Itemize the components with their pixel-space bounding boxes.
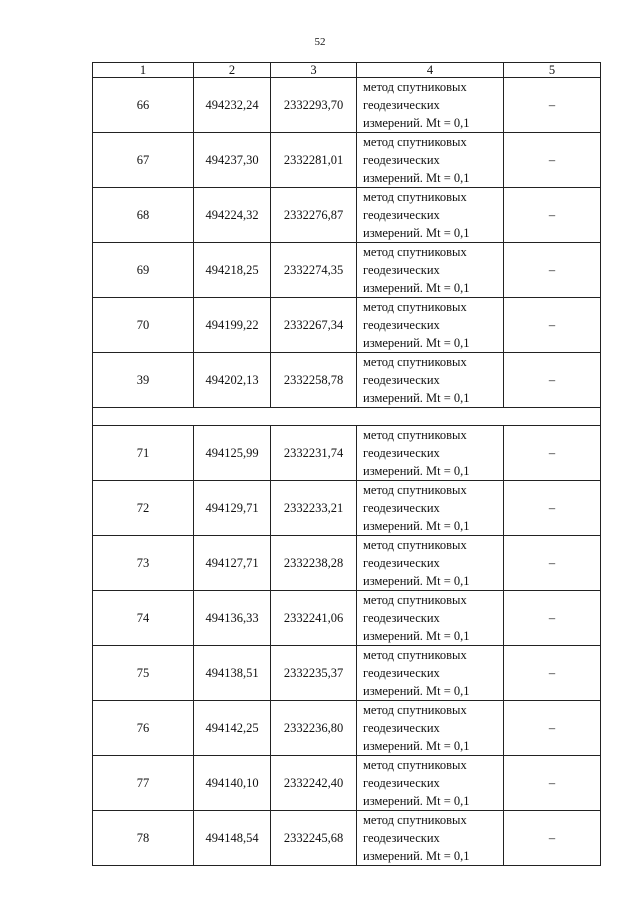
header-cell-1: 1	[93, 63, 194, 78]
table-row	[93, 701, 601, 756]
method-line: измерений. Mt = 0,1	[363, 684, 470, 698]
point-number-cell: 69	[93, 243, 194, 298]
method-cell	[357, 811, 504, 866]
method-line: измерений. Mt = 0,1	[363, 849, 470, 863]
column-5-cell: –	[504, 353, 601, 408]
table-row	[93, 78, 601, 133]
point-number-cell: 76	[93, 701, 194, 756]
table-row	[93, 426, 601, 481]
method-cell	[357, 591, 504, 646]
method-line: геодезических	[363, 263, 440, 277]
point-number-cell: 78	[93, 811, 194, 866]
method-line: измерений. Mt = 0,1	[363, 464, 470, 478]
y-coordinate-cell: 2332274,35	[271, 243, 357, 298]
x-coordinate-cell: 494125,99	[194, 426, 271, 481]
method-line: измерений. Mt = 0,1	[363, 226, 470, 240]
point-number-cell: 71	[93, 426, 194, 481]
y-coordinate-cell: 2332235,37	[271, 646, 357, 701]
method-line: геодезических	[363, 666, 440, 680]
method-line: геодезических	[363, 318, 440, 332]
method-line: метод спутниковых	[363, 703, 467, 717]
method-line: геодезических	[363, 556, 440, 570]
method-line: метод спутниковых	[363, 428, 467, 442]
y-coordinate-cell: 2332267,34	[271, 298, 357, 353]
column-5-cell: –	[504, 481, 601, 536]
method-cell	[357, 701, 504, 756]
x-coordinate-cell: 494148,54	[194, 811, 271, 866]
method-line: метод спутниковых	[363, 758, 467, 772]
method-cell	[357, 133, 504, 188]
x-coordinate-cell: 494218,25	[194, 243, 271, 298]
method-line: измерений. Mt = 0,1	[363, 629, 470, 643]
x-coordinate-cell: 494127,71	[194, 536, 271, 591]
method-cell	[357, 188, 504, 243]
method-line: измерений. Mt = 0,1	[363, 519, 470, 533]
method-line: геодезических	[363, 446, 440, 460]
column-5-cell: –	[504, 426, 601, 481]
y-coordinate-cell: 2332258,78	[271, 353, 357, 408]
column-5-cell: –	[504, 646, 601, 701]
point-number-cell: 74	[93, 591, 194, 646]
table-row	[93, 243, 601, 298]
y-coordinate-cell: 2332293,70	[271, 78, 357, 133]
separator-cell	[93, 408, 601, 426]
method-line: геодезических	[363, 831, 440, 845]
method-line: геодезических	[363, 153, 440, 167]
method-cell	[357, 481, 504, 536]
header-cell-4: 4	[357, 63, 504, 78]
method-line: геодезических	[363, 721, 440, 735]
y-coordinate-cell: 2332245,68	[271, 811, 357, 866]
column-5-cell: –	[504, 701, 601, 756]
method-line: измерений. Mt = 0,1	[363, 116, 470, 130]
y-coordinate-cell: 2332241,06	[271, 591, 357, 646]
header-cell-5: 5	[504, 63, 601, 78]
method-line: геодезических	[363, 776, 440, 790]
method-cell	[357, 78, 504, 133]
point-number-cell: 75	[93, 646, 194, 701]
x-coordinate-cell: 494237,30	[194, 133, 271, 188]
column-5-cell: –	[504, 536, 601, 591]
coordinates-table	[92, 62, 601, 866]
table-row	[93, 353, 601, 408]
method-line: метод спутниковых	[363, 355, 467, 369]
method-line: геодезических	[363, 501, 440, 515]
table-row	[93, 133, 601, 188]
method-line: измерений. Mt = 0,1	[363, 336, 470, 350]
method-line: метод спутниковых	[363, 813, 467, 827]
y-coordinate-cell: 2332233,21	[271, 481, 357, 536]
point-number-cell: 66	[93, 78, 194, 133]
method-line: измерений. Mt = 0,1	[363, 739, 470, 753]
point-number-cell: 73	[93, 536, 194, 591]
table-row	[93, 646, 601, 701]
method-cell	[357, 756, 504, 811]
point-number-cell: 39	[93, 353, 194, 408]
method-line: метод спутниковых	[363, 593, 467, 607]
method-cell	[357, 298, 504, 353]
point-number-cell: 67	[93, 133, 194, 188]
method-line: метод спутниковых	[363, 245, 467, 259]
table-row	[93, 756, 601, 811]
x-coordinate-cell: 494224,32	[194, 188, 271, 243]
method-line: измерений. Mt = 0,1	[363, 391, 470, 405]
method-line: метод спутниковых	[363, 300, 467, 314]
y-coordinate-cell: 2332238,28	[271, 536, 357, 591]
table-row	[93, 591, 601, 646]
x-coordinate-cell: 494129,71	[194, 481, 271, 536]
method-line: метод спутниковых	[363, 648, 467, 662]
point-number-cell: 68	[93, 188, 194, 243]
method-line: геодезических	[363, 208, 440, 222]
method-line: метод спутниковых	[363, 483, 467, 497]
x-coordinate-cell: 494136,33	[194, 591, 271, 646]
method-line: метод спутниковых	[363, 80, 467, 94]
method-line: измерений. Mt = 0,1	[363, 171, 470, 185]
method-line: геодезических	[363, 611, 440, 625]
contour-separator-row	[93, 408, 601, 426]
header-row	[93, 63, 601, 78]
x-coordinate-cell: 494202,13	[194, 353, 271, 408]
method-line: геодезических	[363, 373, 440, 387]
x-coordinate-cell: 494142,25	[194, 701, 271, 756]
x-coordinate-cell: 494140,10	[194, 756, 271, 811]
table-row	[93, 481, 601, 536]
table-row	[93, 188, 601, 243]
page-number: 52	[314, 36, 326, 48]
column-5-cell: –	[504, 243, 601, 298]
x-coordinate-cell: 494232,24	[194, 78, 271, 133]
y-coordinate-cell: 2332276,87	[271, 188, 357, 243]
method-line: геодезических	[363, 98, 440, 112]
method-cell	[357, 646, 504, 701]
method-cell	[357, 426, 504, 481]
y-coordinate-cell: 2332281,01	[271, 133, 357, 188]
table-row	[93, 811, 601, 866]
header-cell-2: 2	[194, 63, 271, 78]
y-coordinate-cell: 2332231,74	[271, 426, 357, 481]
column-5-cell: –	[504, 811, 601, 866]
column-5-cell: –	[504, 591, 601, 646]
header-cell-3: 3	[271, 63, 357, 78]
x-coordinate-cell: 494138,51	[194, 646, 271, 701]
method-line: метод спутниковых	[363, 190, 467, 204]
method-cell	[357, 243, 504, 298]
column-5-cell: –	[504, 298, 601, 353]
table-body	[93, 78, 601, 866]
method-line: метод спутниковых	[363, 538, 467, 552]
column-5-cell: –	[504, 188, 601, 243]
column-5-cell: –	[504, 78, 601, 133]
y-coordinate-cell: 2332236,80	[271, 701, 357, 756]
method-line: измерений. Mt = 0,1	[363, 794, 470, 808]
point-number-cell: 77	[93, 756, 194, 811]
point-number-cell: 72	[93, 481, 194, 536]
table-row	[93, 536, 601, 591]
y-coordinate-cell: 2332242,40	[271, 756, 357, 811]
point-number-cell: 70	[93, 298, 194, 353]
method-line: измерений. Mt = 0,1	[363, 574, 470, 588]
method-cell	[357, 536, 504, 591]
method-line: метод спутниковых	[363, 135, 467, 149]
x-coordinate-cell: 494199,22	[194, 298, 271, 353]
method-line: измерений. Mt = 0,1	[363, 281, 470, 295]
column-5-cell: –	[504, 133, 601, 188]
column-5-cell: –	[504, 756, 601, 811]
table-row	[93, 298, 601, 353]
method-cell	[357, 353, 504, 408]
